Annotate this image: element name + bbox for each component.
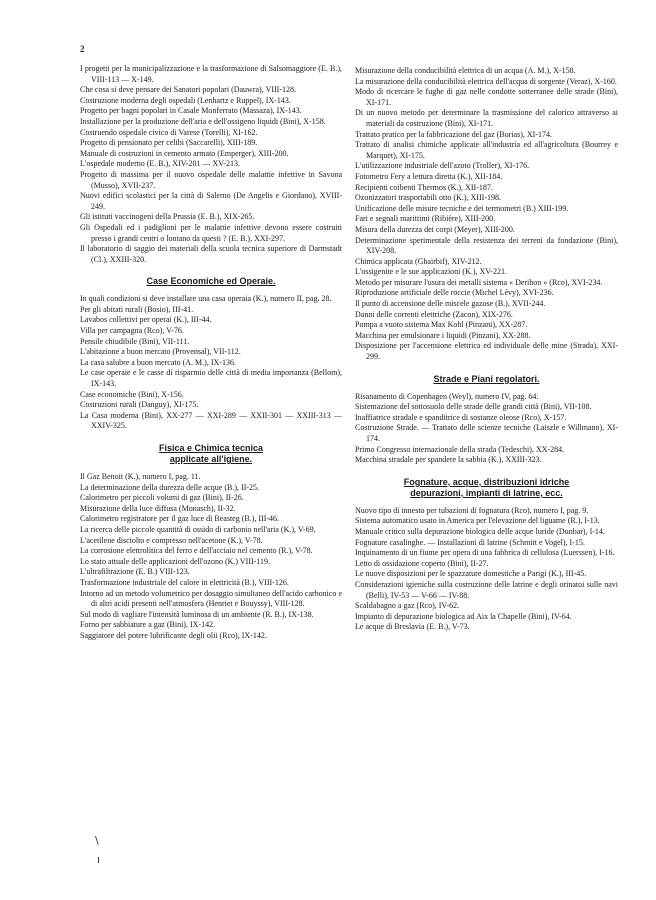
index-entry: L'utilizzazione industriale dell'azoto (Troller), XI-176. [355, 161, 530, 171]
index-entry: Sistemazione del sottosuolo delle strade delle grandi città (Bini), VII-108. [355, 402, 592, 412]
index-entry: Per gli abitati rurali (Bosio), III-41. [80, 304, 194, 314]
index-entry: Case economiche (Bini), X-156. [80, 389, 184, 399]
index-entry: Intorno ad un metodo volumetrico per dosaggio simultaneo dell'acido carbonico e di altri acidi presenti nell'atmosfera (Henriet e Bouyssy), VIII-128. [80, 588, 342, 609]
section-heading-strade [355, 374, 618, 385]
index-entry: Macchina per emulsionare i liquidi (Pinzani), XX-288. [355, 330, 531, 340]
index-entry: L'acetilene disciolto e compresso nell'acetone (K.), V-78. [80, 535, 263, 545]
index-entry: Progetto di massima per il nuovo ospedale delle malattie infettive in Savona (Musso), XVII-237. [80, 169, 342, 190]
index-entry: Di un nuovo metodo per determinare la trasmissione del calorico attraverso ai materiali da costruzione (Bini), XI-171. [355, 108, 618, 128]
index-entry: Fotometro Fery a lettura diretta (K.), XII-184. [355, 171, 503, 181]
section-heading-fisica-chimica [80, 443, 342, 465]
index-entry: Unificazione delle misure tecniche e dei termometri (B.) XIII-199. [355, 203, 569, 213]
index-entry: Trattato di analisi chimiche applicate all'industria ed all'agricoltura (Bourrey e Marquet), XI-175. [355, 140, 618, 160]
index-entry: Inquinamento di un fiume per opera di una fabbrica di cellulosa (Luerssen), I-16. [355, 548, 615, 558]
right-column [355, 66, 618, 633]
index-entry: Risanamento di Copenhagen (Weyl), numero IV, pag. 64. [355, 391, 539, 401]
index-entry: Nuovo tipo di innesto per tubazioni di fognatura (Rco), numero I, pag. 9. [355, 505, 589, 515]
index-entry: Il punto di accensione delle miscele gazose (B.), XVII-244. [355, 299, 546, 309]
index-entry: L'ossigenite e le sue applicazioni (K.), XV-221. [355, 267, 507, 277]
index-entry: Recipienti coibenti Thermos (K.), XII-187. [355, 182, 493, 192]
index-entry: Sul modo di vagliare l'intensità luminosa di un ambiente (R. B.), IX-138. [80, 609, 314, 619]
index-entry: Considerazioni igieniche sulla costruzione delle latrine e degli orinatoi sulle navi (Belli), IV-53 — V-66 — IV-88. [355, 579, 618, 600]
index-entry: In quali condizioni si deve installare una casa operaia (K.), numero II, pag. 28. [80, 294, 332, 304]
index-entry: Forno per sabbiature a gaz (Bini), IX-142. [80, 620, 216, 630]
index-entry: Le nuove disposizioni per le spazzature domestiche a Parigi (K.), III-45. [355, 569, 587, 579]
index-entry: La Casa moderna (Bini), XX-277 — XXI-289 — XXII-301 — XXIII-313 — XXIV-325. [80, 410, 342, 431]
left-section-2 [80, 294, 342, 432]
index-entry: Misurazione della luce diffusa (Monasch), II-32. [80, 503, 236, 513]
index-entry: Le acque di Breslavia (E. B.), V-73. [355, 622, 470, 632]
index-entry: La ricerca delle piccole quantità di ossido di carbonio nell'aria (K.), V-69. [80, 524, 316, 534]
index-entry: Calorimetro registratore per il gaz luce di Beasteg (B.), III-46. [80, 514, 280, 524]
index-entry: Inaffiatrice stradale e spanditrice di sostanze oleose (Rco), X-157. [355, 412, 567, 422]
index-entry: La determinazione della durezza delle acque (B.), II-25. [80, 482, 260, 492]
index-entry: L'ultrafiltrazione (E. B.) VIII-123. [80, 567, 190, 577]
index-entry: Gli istituti vaccinogeni della Prussia (E. B.), XIX-265. [80, 212, 255, 222]
index-entry: Costruendo ospedale civico di Varese (Torelli), XI-162. [80, 127, 258, 137]
page-number: 2 [80, 44, 85, 54]
index-entry: Lavabos collettivi per operai (K.), III-44. [80, 315, 212, 325]
index-entry: Lo stato attuale delle applicazioni dell'ozono (K.) VIII-119. [80, 556, 271, 566]
index-entry: Riproduzione artificiale delle roccie (Michel Lévy), XVI-236. [355, 288, 554, 298]
index-entry: Impianto di depurazione biologica ad Aix la Chapelle (Bini), IV-64. [355, 611, 572, 621]
index-entry: Chimica applicata (Ghairbif), XIV-212. [355, 256, 482, 266]
index-entry: Le case operaie e le casse di risparmio delle città di media importanza (Bellom), IX-143. [80, 368, 342, 389]
index-entry: Pensile chiudibile (Bini), VII-111. [80, 336, 190, 346]
index-entry: Manuale critico sulla depurazione biologica delle acque luride (Dunbar), I-14. [355, 526, 605, 536]
section-heading-case-economiche [80, 276, 342, 287]
index-entry: Fari e segnali marittimi (Ribière), XIII-200. [355, 214, 496, 224]
index-entry: Nuovi edifici scolastici per la città di Salerno (De Angelis e Giordano), XVIII-249. [80, 191, 342, 211]
index-entry: Primo Congresso internazionale della strada (Tedeschi), XX-284. [355, 444, 565, 454]
index-entry: Ozonizzatori trasportabili otto (K.), XIII-198. [355, 193, 501, 203]
index-entry: La casa salubre a buon mercato (A. M.), IX-136. [80, 357, 236, 367]
left-section-3 [80, 472, 342, 642]
index-entry: Costruzione moderna degli ospedali (Lenhartz e Ruppel), IX-143. [80, 95, 291, 105]
index-entry: Il laboratorio di saggio dei materiali della scuola tecnica superiore di Darmstadt (Cl.), XXIII-320. [80, 244, 342, 264]
heading-line-2: applicate all'igiene. [169, 454, 253, 464]
index-entry: Progetto di pensionato per celibi (Saccarelli), XIII-189. [80, 138, 258, 148]
index-entry: Letto di ossidazione coperto (Bini), II-27. [355, 558, 489, 568]
index-entry: Disposizione per l'accensione elettrica ed individuale delle mine (Strada), XXI-299. [355, 341, 618, 362]
index-entry: Che cosa si deve pensare dei Sanatori popolari (Dauwra), VIII-128. [80, 85, 296, 95]
index-entry: Metodo per misurare l'usura dei metalli sistema « Derihon » (Rco), XVI-234. [355, 277, 603, 287]
pencil-mark: \ [95, 834, 99, 847]
index-entry: Scaldabagno a gaz (Rco), IV-62. [355, 601, 460, 611]
index-entry: Villa per campagna (Rco), V-76. [80, 326, 184, 336]
index-entry: Saggiatore del potere lubrificante degli olii (Rco), IX-142. [80, 630, 267, 640]
index-entry: Calorimetro per piccoli volumi di gaz (Bini), II-26. [80, 493, 244, 503]
right-section-1 [355, 66, 618, 363]
index-entry: La misurazione della conducibilità elettrica dell'acqua di sorgente (Veraz), X-160. [355, 76, 617, 86]
heading-line-1: Fisica e Chimica tecnica [158, 443, 264, 453]
pencil-mark: ı [97, 853, 101, 866]
index-entry: Gli Ospedali ed i padiglioni per le malattie infettive devono essere costruiti presso i grandi centri o lontano da questi ? (E. B.), XXI-297. [80, 222, 342, 243]
index-entry: Trasformazione industriale del calore in elettricità (B.), VIII-126. [80, 577, 289, 587]
left-section-1 [80, 64, 342, 265]
heading-line-2: depurazioni, impianti di latrine, ecc. [410, 487, 563, 498]
index-entry: Installazione per la produzione dell'aria e dell'ossigeno liquidi (Bini), X-158. [80, 116, 326, 126]
heading-text: Case Economiche ed Operaie. [146, 276, 276, 287]
index-entry: Trattato pratico per la fabbricazione del gaz (Borias), XI-174. [355, 129, 552, 139]
index-entry: Modo di ricercare le fughe di gaz nelle condotte sotterranee delle strade (Bini), XI-171. [355, 87, 618, 107]
heading-text: Strade e Piani regolatori. [433, 373, 540, 384]
index-entry: Manuale di costruzioni in cemento armato (Emperger), XIII-200. [80, 148, 289, 158]
index-entry: Il Gaz Benoit (K.), numero I, pag. 11. [80, 472, 201, 481]
index-entry: Costruzioni rurali (Danguy), XI-175. [80, 400, 199, 410]
index-entry: La corrosione elettrolitica del ferro e dell'acciaio nel cemento (R.), V-78. [80, 546, 313, 556]
index-entry: Costruzione Strade. — Trattato delle scienze tecniche (Laiszle e Willmann), XI-174. [355, 423, 618, 443]
right-section-3 [355, 506, 618, 633]
index-entry: Determinazione sperimentale della resistenza dei terreni da fondazione (Bini), XIV-208. [355, 235, 618, 256]
section-heading-fognature [355, 477, 618, 499]
index-entry: Pompa a vuoto sistema Max Kohl (Pinzani), XX-287. [355, 320, 528, 330]
index-entry: Misura della durezza dei corpi (Meyer), XIII-200. [355, 224, 515, 234]
index-entry: Danni delle correnti elettriche (Zacon), XIX-276. [355, 309, 513, 319]
heading-line-1: Fognature, acque, distribuzioni idriche [403, 476, 570, 487]
index-entry: L'ospedale moderno (E. B.), XIV-201 — XV-213. [80, 159, 240, 169]
left-column [80, 64, 342, 642]
index-entry: L'abitazione a buon mercato (Provensal), VII-112. [80, 347, 241, 357]
index-entry: Fognature casalinghe. — Installazioni di latrine (Schmitt e Vogel), I-15. [355, 537, 585, 547]
index-entry: I progetti per la municipalizzazione e la trasformazione di Salsomaggiore (E. B.), VIII-113 — X-149. [80, 64, 342, 84]
right-section-2 [355, 392, 618, 466]
index-entry: Misurazione della conducibilità elettrica di un acqua (A. M.), X-158. [355, 66, 576, 75]
index-entry: Progetto per bagni popolari in Casale Monferrato (Massaza), IX-143. [80, 106, 302, 116]
index-entry: Macchina stradale per spandere la sabbia (K.), XXIII-323. [355, 455, 542, 465]
index-entry: Sistema automatico usato in America per l'elevazione del liguame (R.), I-13. [355, 516, 600, 526]
